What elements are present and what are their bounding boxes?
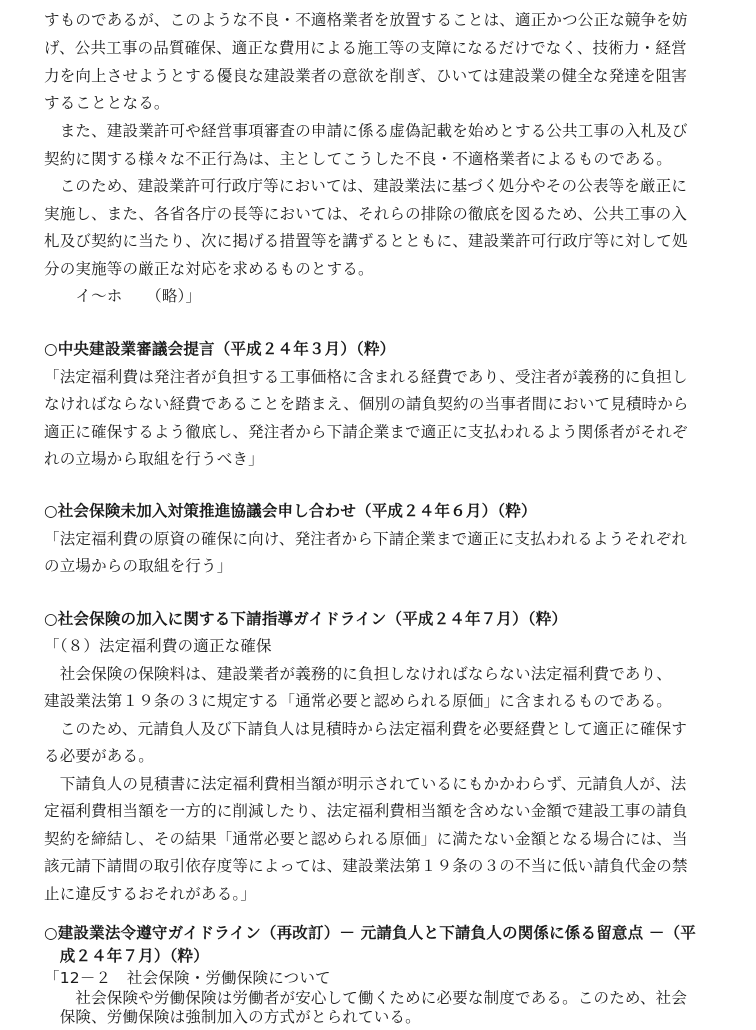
section2-line: 「法定福利費の原資の確保に向け、発注者から下請企業まで適正に支払われるようそれぞれ [44, 530, 688, 548]
intro-line: 力を向上させようとする優良な建設業者の意欲を削ぎ、ひいては建設業の健全な発達を阻害 [44, 67, 688, 85]
intro-line: すものであるが、このような不良・不適格業者を放置することは、適正かつ公正な競争を妨 [44, 11, 688, 29]
intro-line: 契約に関する様々な不正行為は、主としてこうした不良・不適格業者によるものである。 [44, 150, 673, 168]
section3-line: 止に違反するおそれがある。」 [44, 885, 257, 903]
section4-line: 社会保険や労働保険は労働者が安心して働くために必要な制度である。このため、社会 [44, 989, 688, 1007]
section3-line: 下請負人の見積書に法定福利費相当額が明示されているにもかかわらず、元請負人が、法 [44, 775, 687, 793]
intro-line: 札及び契約に当たり、次に掲げる措置等を講ずるとともに、建設業許可行政庁等に対して処 [44, 232, 688, 250]
section-heading-compliance-guideline-cont: 成２４年７月）（粋） [44, 947, 209, 965]
section1-line: なければならない経費であることを踏まえ、個別の請負契約の当事者間において見積時から [44, 395, 689, 413]
intro-line: げ、公共工事の品質確保、適正な費用による施工等の支障になるだけでなく、技術力・経営 [44, 39, 687, 57]
section3-line: 該元請下請間の取引依存度等によっては、建設業法第１９条の３の不当に低い請負代金の禁 [44, 857, 688, 875]
section3-line: 定福利費相当額を一方的に削減したり、法定福利費相当額を含めない金額で建設工事の請負 [44, 802, 688, 820]
section4-line: 保険、労働保険は強制加入の方式がとられている。 [44, 1008, 421, 1026]
section3-line: 建設業法第１９条の３に規定する「通常必要と認められる原価」に含まれるものである。 [44, 692, 673, 710]
intro-line: イ～ホ （略）」 [44, 287, 202, 305]
section-heading-subcontract-guideline: ○社会保険の加入に関する下請指導ガイドライン（平成２４年７月）（粋） [44, 610, 568, 628]
section3-line: る必要がある。 [44, 747, 154, 765]
section3-line: このため、元請負人及び下請負人は見積時から法定福利費を必要経費として適正に確保す [44, 720, 688, 738]
intro-line: 分の実施等の厳正な対応を求めるものとする。 [44, 260, 374, 278]
intro-line: このため、建設業許可行政庁等においては、建設業法に基づく処分やその公表等を厳正に [44, 177, 688, 195]
section2-line: の立場からの取組を行う」 [44, 557, 233, 575]
section-heading-compliance-guideline: ○建設業法令遵守ガイドライン（再改訂）－ 元請負人と下請負人の関係に係る留意点 －（平 [44, 924, 696, 942]
section1-line: 適正に確保するよう徹底し、発注者から下請企業まで適正に支払われるよう関係者がそれぞ [44, 423, 688, 441]
section-heading-promotion-council: ○社会保険未加入対策推進協議会申し合わせ（平成２４年６月）（粋） [44, 502, 537, 520]
section3-line: 社会保険の保険料は、建設業者が義務的に負担しなければならない法定福利費であり、 [44, 665, 673, 683]
intro-line: 実施し、また、各省各庁の長等においては、それらの排除の徹底を図るため、公共工事の入 [44, 205, 688, 223]
section1-line: れの立場から取組を行うべき」 [44, 450, 264, 468]
section4-line: 「12－２ 社会保険・労働保険について [44, 969, 331, 987]
section3-line: 契約を締結し、その結果「通常必要と認められる原価」に満たない金額となる場合には、当 [44, 830, 688, 848]
intro-line: また、建設業許可や経営事項審査の申請に係る虚偽記載を始めとする公共工事の入札及び [44, 122, 688, 140]
section3-line: 「（８）法定福利費の適正な確保 [44, 637, 272, 655]
intro-line: することとなる。 [44, 94, 170, 112]
section-heading-central-council: ○中央建設業審議会提言（平成２４年３月）（粋） [44, 340, 396, 358]
section1-line: 「法定福利費は発注者が負担する工事価格に含まれる経費であり、受注者が義務的に負担し [44, 368, 688, 386]
